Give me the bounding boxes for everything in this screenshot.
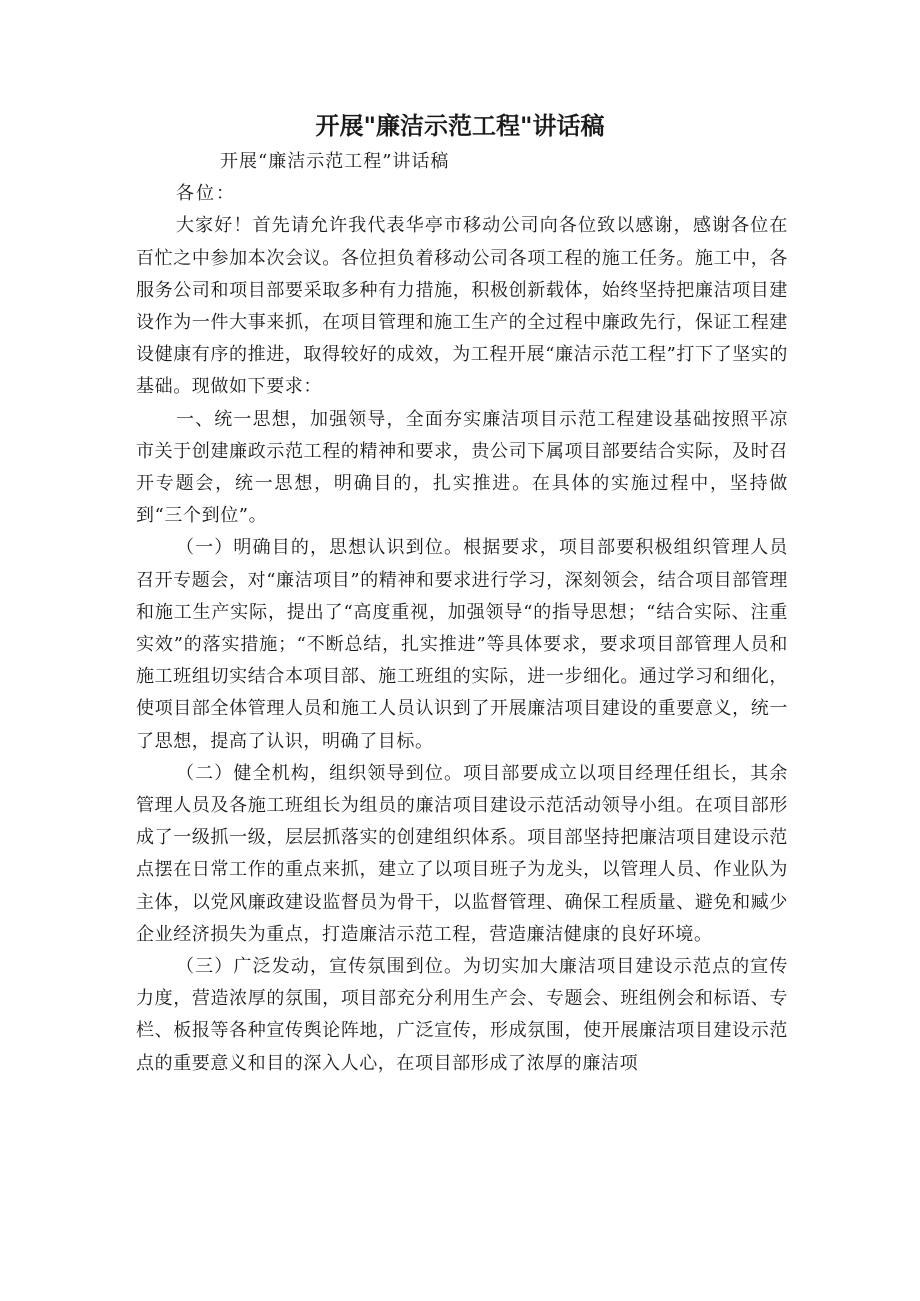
- paragraph-section-one: 一、统一思想，加强领导，全面夯实廉洁项目示范工程建设基础按照平凉市关于创建廉政示范工程的精神和要求，贵公司下属项目部要结合实际，及时召开专题会，统一思想，明确目的，扎实推进。在具体的实施过程中，坚持做到“三个到位”。: [136, 408, 788, 527]
- paragraph-item-three: （三）广泛发动，宣传氛围到位。为切实加大廉洁项目建设示范点的宣传力度，营造浓厚的氛围，项目部充分利用生产会、专题会、班组例会和标语、专栏、板报等各种宣传舆论阵地，广泛宣传，形成氛围，使开展廉洁项目建设示范点的重要意义和目的深入人心，在项目部形成了浓厚的廉洁项: [136, 956, 788, 1074]
- paragraph-opening: 大家好！首先请允许我代表华亭市移动公司向各位致以感谢，感谢各位在百忙之中参加本次会议。各位担负着移动公司各项工程的施工任务。施工中，各服务公司和项目部要采取多种有力措施，积极创新载体，始终坚持把廉洁项目建设作为一件大事来抓，在项目管理和施工生产的全过程中廉政先行，保证工程建设健康有序的推进，取得较好的成效，为工程开展“廉洁示范工程”打下了坚实的基础。现做如下要求：: [136, 215, 789, 398]
- document-subtitle: 开展“廉洁示范工程”讲话稿: [220, 151, 450, 172]
- greeting-line: 各位：: [176, 183, 236, 205]
- document-title: 开展"廉洁示范工程"讲话稿: [315, 112, 605, 140]
- paragraph-item-one: （一）明确目的，思想认识到位。根据要求，项目部要积极组织管理人员召开专题会，对“廉洁项目”的精神和要求进行学习，深刻领会，结合项目部管理和施工生产实际，提出了“高度重视，加强领导“的指导思想；“结合实际、注重实效”的落实措施；“不断总结，扎实推进”等具体要求，要求项目部管理人员和施工班组切实结合本项目部、施工班组的实际，进一步细化。通过学习和细化，使项目部全体管理人员和施工人员认识到了开展廉洁项目建设的重要意义，统一了思想，提高了认识，明确了目标。: [136, 537, 789, 752]
- document-body: [136, 146, 788, 1080]
- paragraph-item-two: （二）健全机构，组织领导到位。项目部要成立以项目经理任组长，其余管理人员及各施工班组长为组员的廉洁项目建设示范活动领导小组。在项目部形成了一级抓一级，层层抓落实的创建组织体系。项目部坚持把廉洁项目建设示范点摆在日常工作的重点来抓，建立了以项目班子为龙头，以管理人员、作业队为主体，以党风廉政建设监督员为骨干，以监督管理、确保工程质量、避免和臧少企业经济损失为重点，打造廉洁示范工程，营造廉洁健康的良好环境。: [136, 762, 788, 945]
